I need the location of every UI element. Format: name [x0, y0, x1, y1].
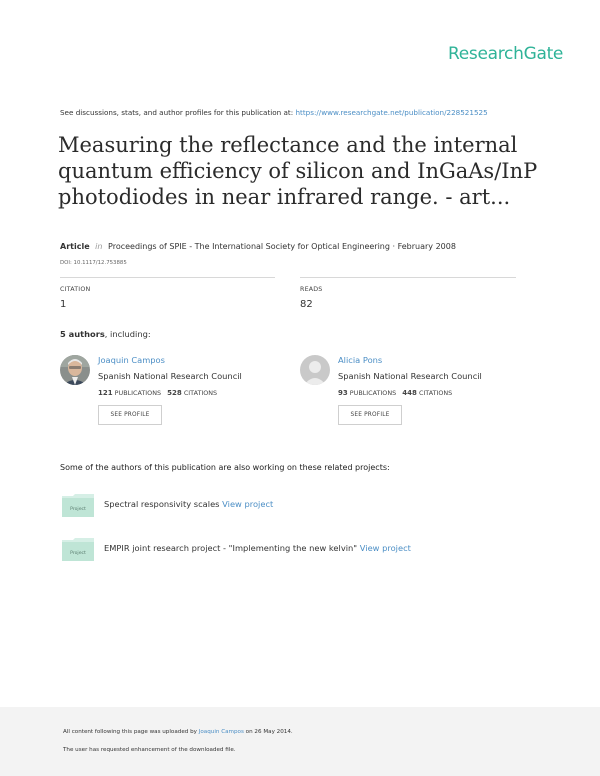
- related-projects-heading: Some of the authors of this publication are also working on these related projects:: [60, 463, 390, 472]
- citations-label: CITATIONS: [183, 389, 218, 397]
- publications-count: 121: [98, 389, 113, 397]
- publication-meta: [60, 242, 456, 251]
- reads-label: READS: [300, 286, 323, 293]
- author-institution: Spanish National Research Council: [338, 371, 482, 381]
- author-stats: [338, 389, 452, 397]
- default-avatar-icon[interactable]: [300, 355, 330, 385]
- author-institution: Spanish National Research Council: [98, 371, 242, 381]
- citation-label: CITATION: [60, 286, 91, 293]
- publication-doi: DOI: 10.1117/12.753885: [60, 260, 127, 266]
- upload-note-prefix: All content following this page was uploaded by: [63, 729, 197, 735]
- upload-note-suffix: on 26 May 2014.: [245, 729, 293, 735]
- citations-count: 528: [167, 389, 182, 397]
- citations-count: 448: [402, 389, 417, 397]
- project-folder-icon: [62, 494, 94, 517]
- publication-url-link[interactable]: https://www.researchgate.net/publication/228521525: [295, 108, 488, 117]
- project-line: [104, 543, 411, 553]
- author-card: [60, 355, 280, 435]
- project-icon-label: Project: [70, 507, 86, 512]
- publications-label: PUBLICATIONS: [349, 389, 397, 397]
- footer: [0, 707, 600, 776]
- project-title: EMPIR joint research project - "Implementing the new kelvin": [104, 543, 358, 553]
- project-folder-icon: [62, 538, 94, 561]
- uploader-link[interactable]: Joaquin Campos: [198, 729, 244, 735]
- citation-count: 1: [60, 299, 67, 310]
- project-line: [104, 499, 273, 509]
- authors-heading: [60, 329, 151, 339]
- discussion-line: [60, 108, 488, 117]
- publications-count: 93: [338, 389, 348, 397]
- upload-note: [63, 729, 293, 735]
- publication-title: Measuring the reflectance and the internal quantum efficiency of silicon and InGaAs/InP photodiodes in near infrared range. - art...: [58, 133, 538, 209]
- see-profile-button[interactable]: SEE PROFILE: [338, 405, 402, 425]
- author-name-link[interactable]: Alicia Pons: [338, 355, 383, 365]
- researchgate-logo[interactable]: ResearchGate: [448, 44, 564, 64]
- view-project-link[interactable]: View project: [222, 499, 274, 509]
- see-profile-button[interactable]: SEE PROFILE: [98, 405, 162, 425]
- divider-right: [300, 277, 516, 278]
- authors-including: , including:: [104, 329, 151, 339]
- authors-count: 5 authors: [60, 329, 105, 339]
- project-title: Spectral responsivity scales: [104, 499, 220, 509]
- author-card: [300, 355, 520, 435]
- divider-left: [60, 277, 275, 278]
- reads-count: 82: [300, 299, 313, 310]
- author-name-link[interactable]: Joaquin Campos: [98, 355, 165, 365]
- project-icon-label: Project: [70, 551, 86, 556]
- author-stats: [98, 389, 217, 397]
- author-photo-icon[interactable]: [60, 355, 90, 385]
- citations-label: CITATIONS: [418, 389, 453, 397]
- publication-type: Article: [60, 242, 90, 251]
- in-word: in: [95, 242, 103, 251]
- publications-label: PUBLICATIONS: [114, 389, 162, 397]
- discussion-text: See discussions, stats, and author profiles for this publication at:: [60, 108, 294, 117]
- enhancement-note: The user has requested enhancement of the downloaded file.: [63, 747, 236, 753]
- publication-venue: Proceedings of SPIE - The International Society for Optical Engineering · February 2008: [108, 242, 456, 251]
- view-project-link[interactable]: View project: [359, 543, 411, 553]
